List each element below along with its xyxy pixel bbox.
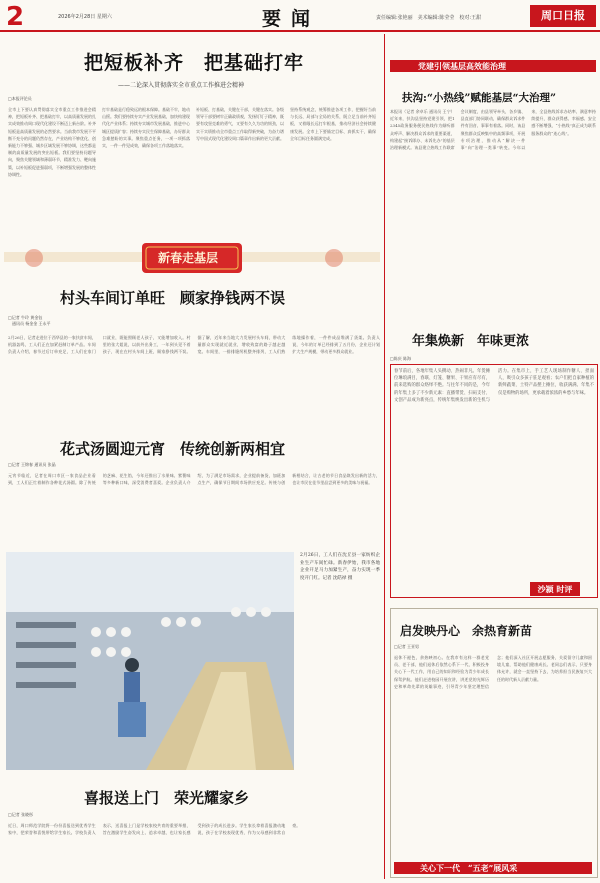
lead-title: 把短板补齐 把基础打牢 [84, 52, 305, 74]
issue-date: 2026年2月28日 星期六 [58, 14, 112, 20]
story3-title: 喜报送上门 荣光耀家乡 [84, 789, 250, 807]
lead-col-2: 打牢基础是行稳致远的根本保障。基础不牢，地动山摇。我们要持续夯实产业发展基础，加快构建现代化产业体系；持续夯实城市发展基础，推进中心城区提质扩容；持续夯实民生保障基础，办好群众急难愁盼的实事。聚焦重点任务，一项一项抓落实，一件一件见成效，确保各项工作落地落实。 [102, 107, 190, 149]
masthead-rule [0, 30, 600, 32]
right-top-title: 扶沟:“小热线”赋能基层“大治理” [402, 92, 557, 104]
lead-col-3: 补短板、打基础，关键在干部，关键在落实。各级领导干部要树牢正确政绩观，发扬钉钉子精神，既要有攻坚克难的勇气，又要有久久为功的韧劲，以实干实绩推动全市重点工作取得新突破，为奋力谱写中国式现代化建设周口篇章作出新的更大贡献。 [196, 107, 284, 141]
section-title: 要闻 [262, 8, 321, 30]
right-mid-byline: □陈庆 陈海 [390, 356, 412, 361]
photo-caption: 2月26日，工人们在沈丘县一家纺织企业生产车间忙碌。新春伊始，我市各地企业开足马力加紧生产，奋力实现一季度开门红。记者 沈皓禄 摄 [300, 553, 380, 581]
lead-subtitle: ——二论深入贯彻落实全市重点工作推进会精神 [118, 82, 245, 89]
story1-byline: □记者 牛玲 黄金钰 通讯员 杨金金 王永平 [8, 315, 51, 326]
newspaper-logo: 周口日报 [530, 5, 596, 27]
right-mid-title: 年集焕新 年味更浓 [412, 334, 530, 349]
column-divider [384, 34, 385, 879]
right-bottom-body: 退休不褪色，余热映初心。在我市有这样一群老党员、老干部，他们退休后依然心系下一代，积极投身关心下一代工作，用自己的知识和经验为青少年成长保驾护航。他们走进校园开展宣讲，讲述党的光辉历史和革命先辈的英雄事迹，引导青少年坚定理想信念；他们深入社区开展志愿服务，关爱留守儿童和困境儿童，帮助他们健康成长。老同志们表示，只要身体允许，就会一直坚持下去，为培养担当民族复兴大任的时代新人贡献力量。 [394, 655, 592, 689]
commentary-label: 沙颍 时评 [530, 582, 580, 596]
right-bottom-footer: 关心下一代 “五老”展风采 [420, 863, 518, 873]
right-top-body: 本报讯（记者 余卓乐 通讯员 王宁）近年来，扶沟县坚持党建引领，把12345政务服务便民热线作为倾听群众呼声、解决群众诉求的重要渠道，构建起“接诉即办、未诉先办”的基层治理新模式。该县建立热线工作联席会议制度，由县领导牵头，各乡镇、县直部门协同联动，确保群众诉求件件有回音、事事有着落。同时，该县聚焦群众反映集中的高频事项，开展专项治理，推动从“解决一件事”向“治理一类事”转变。今年以来，全县热线诉求办结率、满意率持续提升，群众获得感、幸福感、安全感不断增强，“小热线”真正成为联系服务群众的“连心线”。 [390, 109, 596, 151]
story2-body: 元宵节临近，记者在周口市区一家食品企业看到，工人们正忙着制作各种花式汤圆。除了传统的芝麻、花生馅，今年还推出了水果味、紫薯味等多种新口味，深受消费者喜爱。企业负责人介绍，为了满足市场需求，企业提前备货，加班加点生产，确保节日期间市场供应充足。传统与创新相结合，让古老的节日食品焕发出新的活力，也让市民在佳节里品尝到更多的美味与祝福。 [8, 473, 380, 486]
right-mid-body: 春节前后，各地年集人头攒动、热闹非凡。年货摊位琳琅满目，春联、灯笼、糖果、干果应有尽有，前来选购的群众络绎不绝。与往年不同的是，今年的年集上多了不少新元素：直播带货、扫码支付、文创产品成为新亮点，传统年集焕发出新的生机与活力。在集市上，手工艺人现场制作糖人、捏面人，吸引众多孩子驻足观看；农户们把自家种植的新鲜蔬菜、土特产品摆上摊位，收获满满。年集不仅是购物的场所，更承载着浓浓的乡愁与年味。 [394, 369, 594, 403]
lead-byline: □本报评论员 [8, 96, 32, 101]
banner-label: 新春走基层 [157, 251, 218, 265]
story3-byline: □记者 张晓彤 [8, 812, 34, 817]
story1-title: 村头车间订单旺 顾家挣钱两不误 [60, 289, 286, 307]
story2-byline: □记者 王锦春 通讯员 张晶 [8, 462, 56, 467]
party-building-header: 党建引领基层高效能治理 [418, 61, 506, 71]
editor-credits: 责任编辑:张艳丽 美术编辑:陈莹莹 校对:王甜 [376, 15, 482, 21]
lead-col-4: 坚持系统观念，统筹推进各项工作，把握好当前与长远、局部与全局的关系，既立足当前补齐短板，又着眼长远打牢根基，推动经济社会持续健康发展。全市上下要锚定目标、真抓实干，确保全年目标任务圆满完成。 [290, 107, 376, 141]
right-bottom-title: 启发映丹心 余热育新苗 [400, 624, 533, 638]
story1-body: 2月26日，记者走进位于西华县的一家扶贫车间，机器轰鸣，工人们正在加紧赶制订单产品。车间负责人介绍，春节过后订单充足，工人们在家门口就业，既能照顾老人孩子，又能增加收入。村里的张大姐说，以前外出务工，一年到头见不着孩子，现在在村头车间上班，顾家挣钱两不误。据了解，近年来当地大力发展村头车间，带动大量群众实现就近就业，增收致富的路子越走越宽。车间里，一排排缝纫机整齐排列，工人们熟练地操作着，一件件成品堆满了货架。负责人说，今年的订单已经排到了五月份，企业还计划扩大生产规模，带动更多群众就业。 [8, 335, 380, 355]
factory-photo [6, 552, 294, 770]
lead-col-1: 全市上下要认真贯彻落实全市重点工作推进会精神，把短板补齐、把基础打牢，以高质量发展的扎实成效推动周口现代化建设不断迈上新台阶。补齐短板是高质量发展的必然要求。当前我市发展不平衡不充分的问题仍然存在，产业结构不够优化、创新能力不够强、城乡区域发展不够协调，这些都是制约高质量发展的突出短板。我们要坚持问题导向，聚焦关键领域和薄弱环节，精准发力、靶向施策，以补短板促进强弱项，不断增强发展的整体性协调性。 [8, 107, 96, 177]
page-number: 2 [6, 2, 25, 32]
story3-body: 近日，周口师范学院将一份份喜报送到优秀学生家中，把荣誉和喜悦带给学生家长。学校负责人表示，送喜报上门是学校家校共育的重要举措，旨在激励学生奋发向上、追求卓越，也让家长感受到孩子的成长进步。学生家长拿着喜报激动地说，孩子在学校表现优秀，作为父母感到非常自豪。 [8, 823, 301, 836]
right-bottom-byline: □记者 王亚男 [394, 644, 420, 649]
story2-title: 花式汤圆迎元宵 传统创新两相宜 [60, 440, 286, 458]
